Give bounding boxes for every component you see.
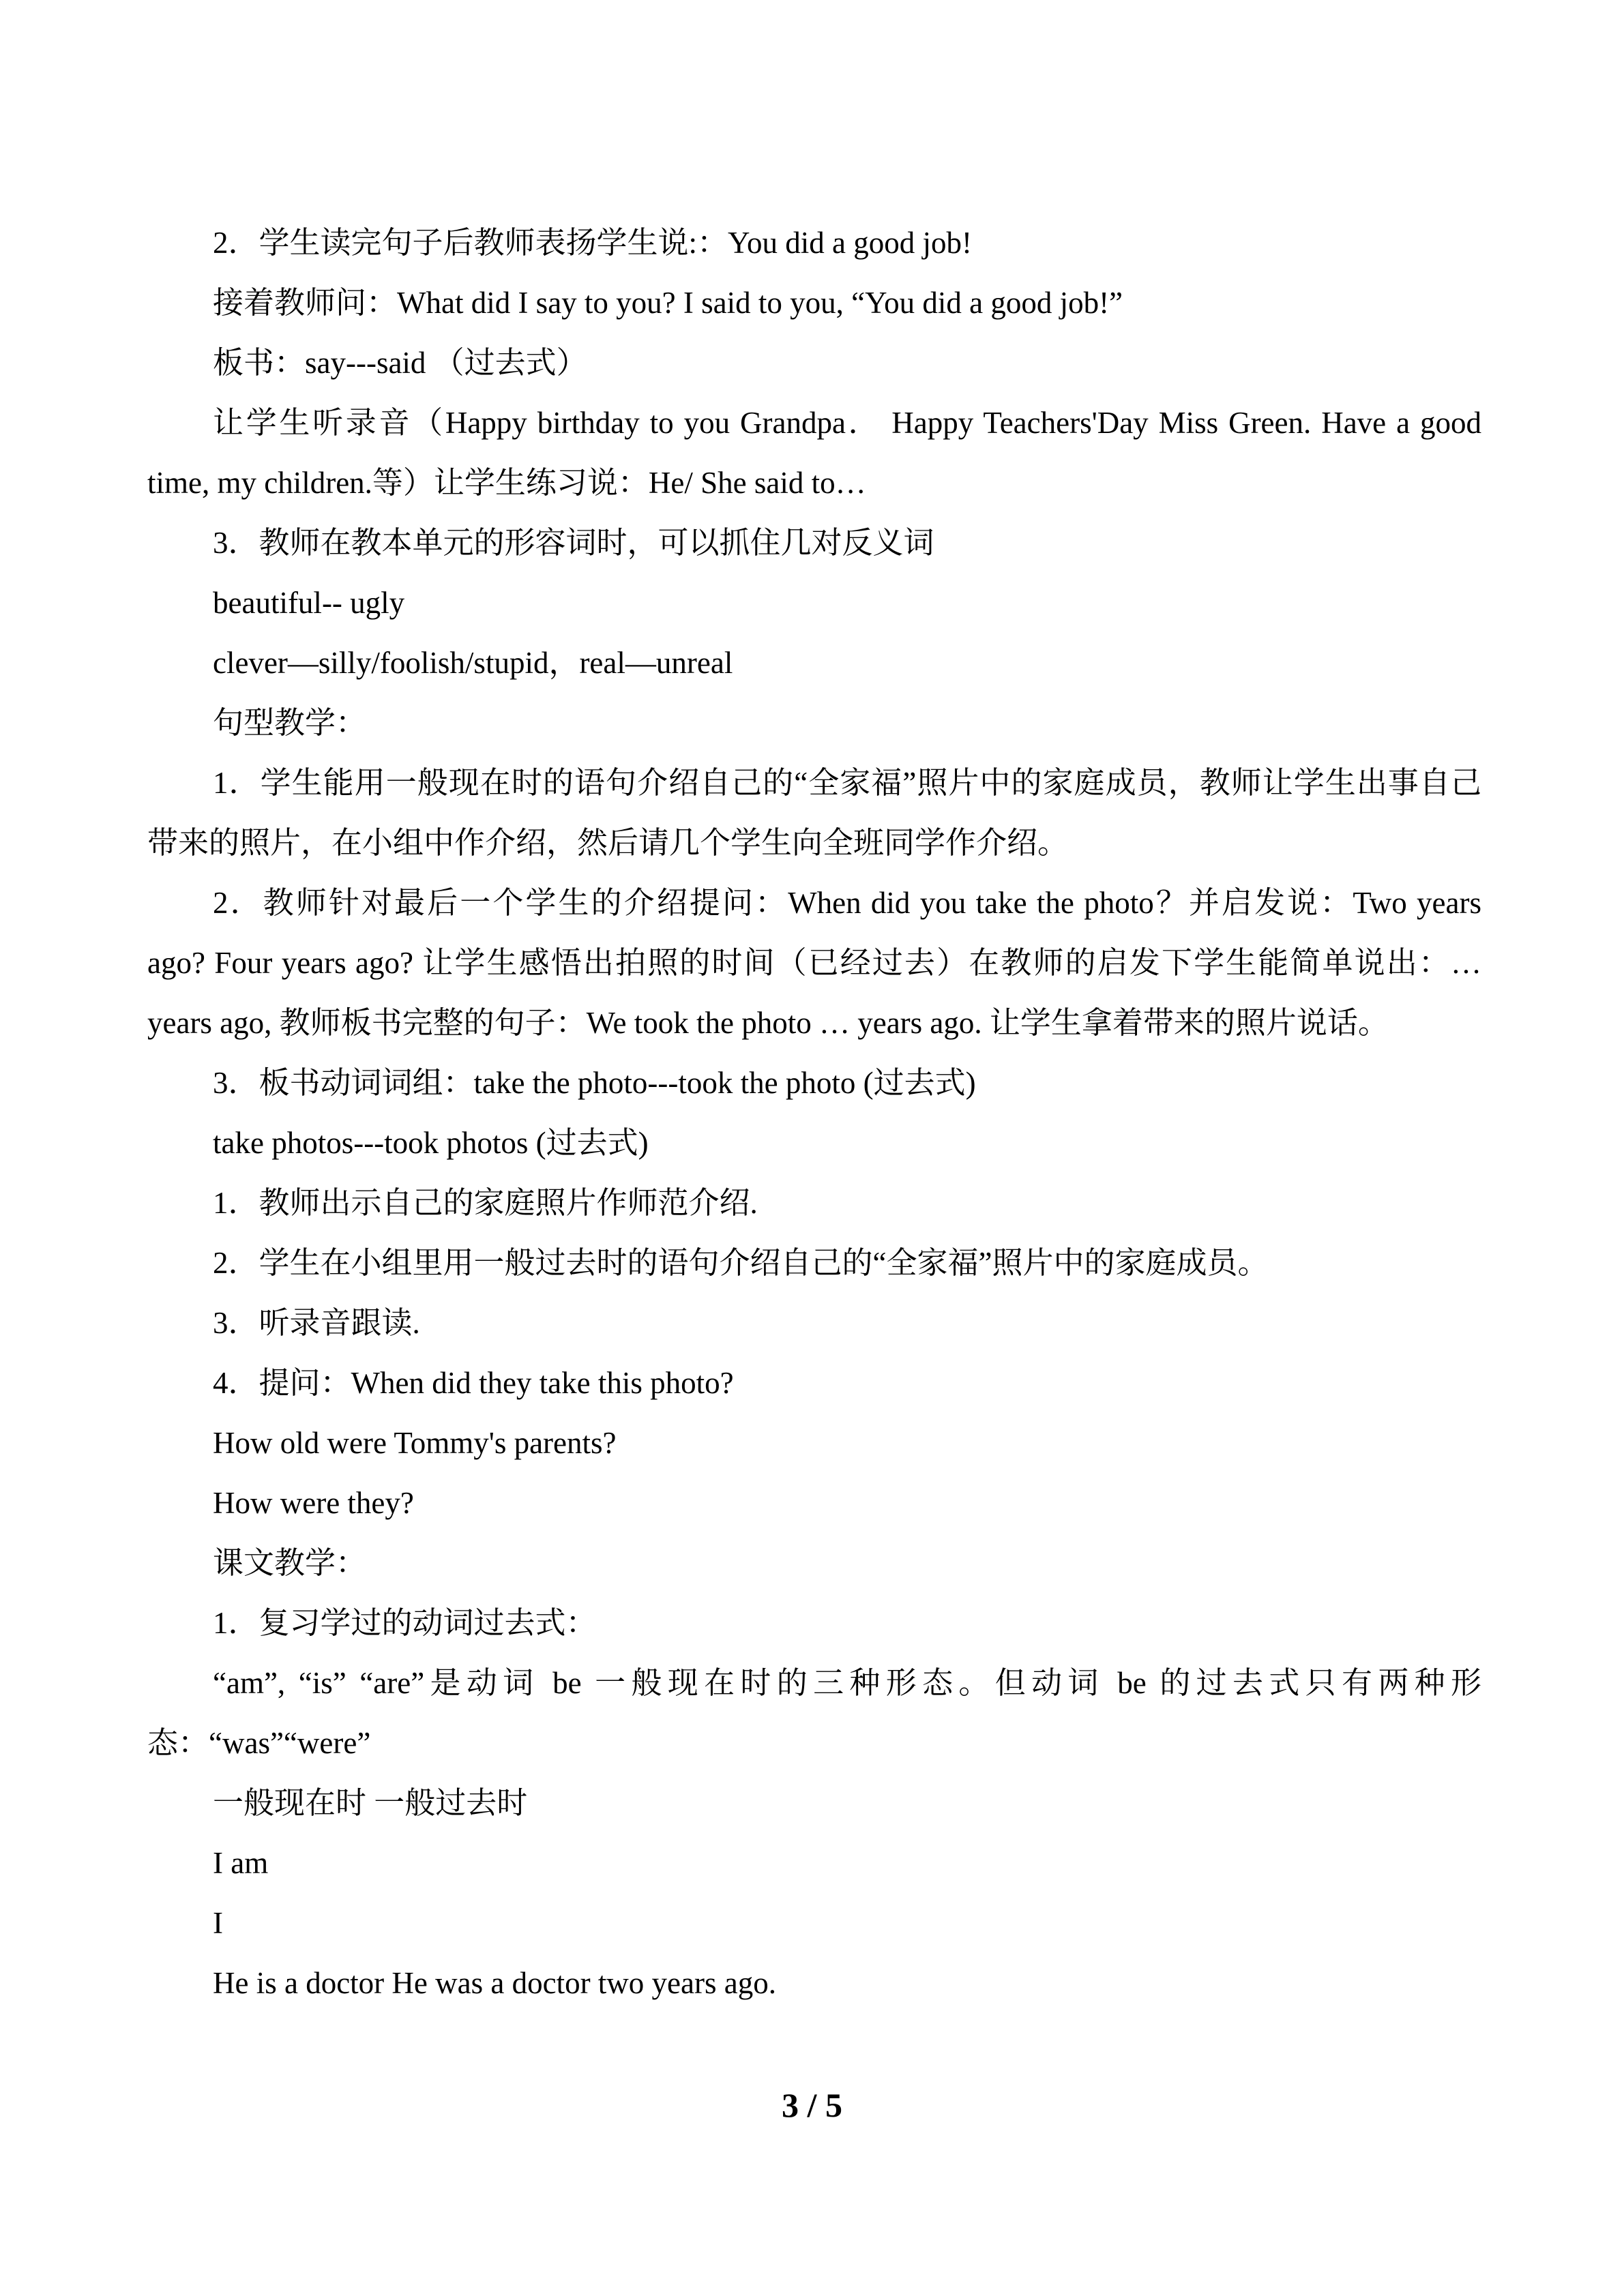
paragraph: I am [213, 1846, 269, 1880]
paragraph: 1．教师出示自己的家庭照片作师范介绍. [213, 1186, 758, 1220]
paragraph: He is a doctor He was a doctor two years ago. [213, 1966, 776, 2000]
paragraph: 接着教师问：What did I say to you? I said to you, “You did a good job!” [213, 286, 1123, 320]
paragraph: How old were Tommy's parents? [213, 1426, 617, 1460]
paragraph: take photos---took photos (过去式) [213, 1126, 649, 1160]
document-body [147, 213, 1481, 2013]
paragraph: 2．教师针对最后一个学生的介绍提问：When did you take the photo？并启发说：Two years ago? Four years ago? 让学生感悟出拍照的时间（已经过去）在教师的启发下学生能简单说出：…years ago, 教师板书完整的句子：We took the photo … years ago. 让学生拿着带来的照片说话。 [147, 886, 1481, 1040]
paragraph: 课文教学： [213, 1546, 367, 1580]
paragraph: 句型教学： [213, 706, 367, 740]
paragraph: 3．听录音跟读. [213, 1306, 420, 1340]
paragraph: 板书：say---said （过去式） [213, 346, 587, 380]
paragraph: 1．学生能用一般现在时的语句介绍自己的“全家福”照片中的家庭成员，教师让学生出事自己带来的照片，在小组中作介绍，然后请几个学生向全班同学作介绍。 [147, 766, 1481, 860]
paragraph: “am”, “is” “are”是动词 be 一般现在时的三种形态。但动词 be 的过去式只有两种形态：“was”“were” [147, 1666, 1481, 1760]
paragraph: 2．学生读完句子后教师表扬学生说:：You did a good job! [213, 226, 972, 260]
paragraph: 3．板书动词词组：take the photo---took the photo (过去式) [213, 1066, 976, 1100]
page-number: 3 / 5 [782, 2086, 842, 2124]
paragraph: beautiful-- ugly [213, 586, 405, 620]
paragraph: 让学生听录音（Happy birthday to you Grandpa． Happy Teachers'Day Miss Green. Have a good time, my children.等）让学生练习说：He/ She said to… [147, 406, 1481, 500]
paragraph: clever—silly/foolish/stupid，real—unreal [213, 646, 733, 680]
paragraph: 一般现在时 一般过去时 [213, 1786, 528, 1820]
paragraph: 3．教师在教本单元的形容词时，可以抓住几对反义词 [213, 526, 934, 560]
paragraph: 1．复习学过的动词过去式： [213, 1606, 597, 1640]
paragraph: 4．提问：When did they take this photo? [213, 1366, 734, 1400]
paragraph: How were they? [213, 1486, 414, 1520]
paragraph: 2．学生在小组里用一般过去时的语句介绍自己的“全家福”照片中的家庭成员。 [213, 1246, 1269, 1280]
paragraph: I [213, 1906, 223, 1940]
